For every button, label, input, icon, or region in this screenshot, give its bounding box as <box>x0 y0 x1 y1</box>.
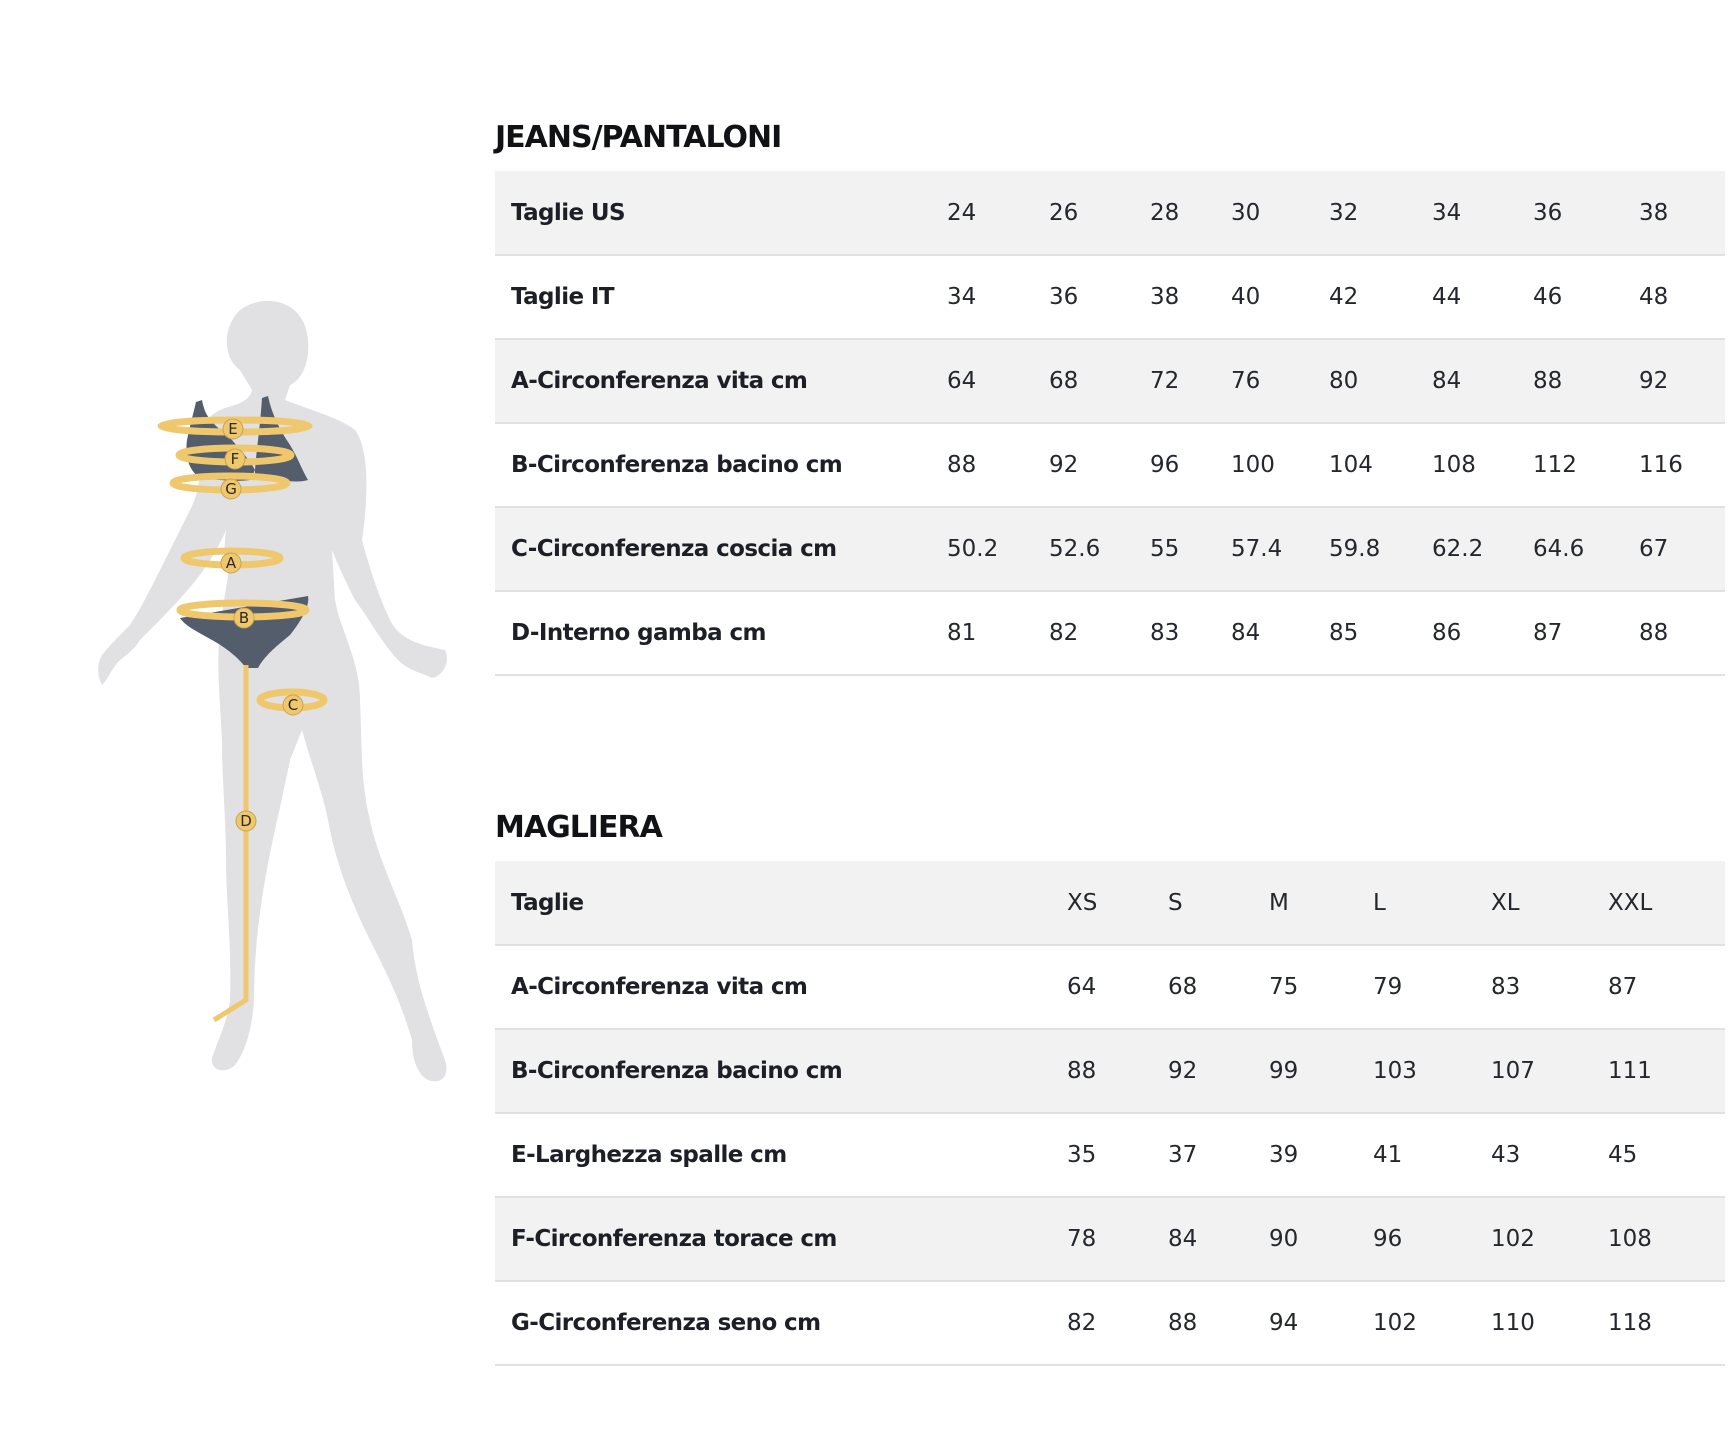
jeans-row-label: Taglie US <box>495 171 947 255</box>
jeans-cell: 112 <box>1533 423 1639 507</box>
knitwear-cell: 64 <box>1067 945 1168 1029</box>
knitwear-cell: XS <box>1067 861 1168 945</box>
jeans-table-row <box>495 171 1725 255</box>
knitwear-cell: 111 <box>1608 1029 1725 1113</box>
knitwear-cell: 96 <box>1373 1197 1491 1281</box>
marker-e-label: E <box>228 420 238 438</box>
jeans-cell: 88 <box>947 423 1049 507</box>
jeans-cell: 76 <box>1231 339 1329 423</box>
knitwear-cell: 45 <box>1608 1113 1725 1197</box>
knitwear-cell: 83 <box>1491 945 1608 1029</box>
knitwear-cell: 68 <box>1168 945 1269 1029</box>
jeans-cell: 38 <box>1150 255 1231 339</box>
jeans-cell: 72 <box>1150 339 1231 423</box>
knitwear-table-row <box>495 1113 1725 1197</box>
knitwear-cell: S <box>1168 861 1269 945</box>
body-silhouette-illustration <box>40 300 480 1200</box>
jeans-table-row <box>495 507 1725 591</box>
knitwear-cell: L <box>1373 861 1491 945</box>
jeans-cell: 87 <box>1533 591 1639 675</box>
knitwear-cell: 37 <box>1168 1113 1269 1197</box>
marker-c-label: C <box>287 696 299 714</box>
jeans-row-label: D-Interno gamba cm <box>495 591 947 675</box>
knitwear-cell: 84 <box>1168 1197 1269 1281</box>
knitwear-cell: 82 <box>1067 1281 1168 1365</box>
jeans-cell: 96 <box>1150 423 1231 507</box>
jeans-cell: 46 <box>1533 255 1639 339</box>
knitwear-size-table <box>495 861 1725 1366</box>
jeans-cell: 55 <box>1150 507 1231 591</box>
knitwear-cell: 108 <box>1608 1197 1725 1281</box>
jeans-cell: 86 <box>1432 591 1533 675</box>
knitwear-cell: 118 <box>1608 1281 1725 1365</box>
knitwear-cell: XL <box>1491 861 1608 945</box>
jeans-cell: 57.4 <box>1231 507 1329 591</box>
jeans-cell: 100 <box>1231 423 1329 507</box>
knitwear-cell: 94 <box>1269 1281 1373 1365</box>
knitwear-cell: 90 <box>1269 1197 1373 1281</box>
jeans-cell: 32 <box>1329 171 1432 255</box>
knitwear-section-title: MAGLIERA <box>495 810 662 845</box>
knitwear-table-row <box>495 1197 1725 1281</box>
body-measurement-figure <box>40 300 480 1200</box>
knitwear-cell: 41 <box>1373 1113 1491 1197</box>
knitwear-cell: 107 <box>1491 1029 1608 1113</box>
marker-d-label: D <box>240 812 252 830</box>
jeans-cell: 64 <box>947 339 1049 423</box>
jeans-cell: 30 <box>1231 171 1329 255</box>
jeans-cell: 34 <box>947 255 1049 339</box>
jeans-row-label: A-Circonferenza vita cm <box>495 339 947 423</box>
jeans-cell: 84 <box>1231 591 1329 675</box>
jeans-section-title: JEANS/PANTALONI <box>495 120 782 155</box>
knitwear-cell: M <box>1269 861 1373 945</box>
knitwear-row-label: A-Circonferenza vita cm <box>495 945 1067 1029</box>
jeans-cell: 28 <box>1150 171 1231 255</box>
jeans-cell: 64.6 <box>1533 507 1639 591</box>
jeans-cell: 44 <box>1432 255 1533 339</box>
jeans-table-row <box>495 423 1725 507</box>
jeans-cell: 82 <box>1049 591 1150 675</box>
jeans-cell: 59.8 <box>1329 507 1432 591</box>
knitwear-cell: 88 <box>1168 1281 1269 1365</box>
jeans-cell: 26 <box>1049 171 1150 255</box>
jeans-cell: 92 <box>1639 339 1725 423</box>
jeans-cell: 67 <box>1639 507 1725 591</box>
jeans-cell: 38 <box>1639 171 1725 255</box>
jeans-cell: 36 <box>1049 255 1150 339</box>
jeans-cell: 108 <box>1432 423 1533 507</box>
knitwear-cell: 87 <box>1608 945 1725 1029</box>
jeans-cell: 62.2 <box>1432 507 1533 591</box>
jeans-cell: 81 <box>947 591 1049 675</box>
knitwear-size-section <box>495 795 1725 1366</box>
knitwear-cell: 102 <box>1491 1197 1608 1281</box>
jeans-cell: 48 <box>1639 255 1725 339</box>
marker-f-label: F <box>230 450 240 468</box>
jeans-cell: 40 <box>1231 255 1329 339</box>
marker-g-label: G <box>225 480 237 498</box>
knitwear-cell: 75 <box>1269 945 1373 1029</box>
knitwear-row-label: B-Circonferenza bacino cm <box>495 1029 1067 1113</box>
knitwear-cell: 35 <box>1067 1113 1168 1197</box>
jeans-cell: 80 <box>1329 339 1432 423</box>
jeans-cell: 88 <box>1533 339 1639 423</box>
knitwear-cell: 102 <box>1373 1281 1491 1365</box>
knitwear-table-row <box>495 1029 1725 1113</box>
knitwear-cell: 99 <box>1269 1029 1373 1113</box>
marker-a-label: A <box>225 554 237 572</box>
knitwear-row-label: F-Circonferenza torace cm <box>495 1197 1067 1281</box>
jeans-cell: 85 <box>1329 591 1432 675</box>
jeans-cell: 88 <box>1639 591 1725 675</box>
knitwear-table-row <box>495 861 1725 945</box>
jeans-cell: 83 <box>1150 591 1231 675</box>
knitwear-cell: XXL <box>1608 861 1725 945</box>
jeans-cell: 36 <box>1533 171 1639 255</box>
jeans-table-row <box>495 591 1725 675</box>
jeans-cell: 34 <box>1432 171 1533 255</box>
jeans-size-section <box>495 105 1725 676</box>
jeans-cell: 52.6 <box>1049 507 1150 591</box>
jeans-row-label: C-Circonferenza coscia cm <box>495 507 947 591</box>
knitwear-cell: 88 <box>1067 1029 1168 1113</box>
jeans-cell: 116 <box>1639 423 1725 507</box>
knitwear-table-row <box>495 945 1725 1029</box>
jeans-cell: 50.2 <box>947 507 1049 591</box>
jeans-cell: 42 <box>1329 255 1432 339</box>
knitwear-cell: 79 <box>1373 945 1491 1029</box>
jeans-size-table <box>495 171 1725 676</box>
knitwear-table-row <box>495 1281 1725 1365</box>
knitwear-cell: 110 <box>1491 1281 1608 1365</box>
jeans-row-label: Taglie IT <box>495 255 947 339</box>
marker-b-label: B <box>238 609 250 627</box>
knitwear-row-label: E-Larghezza spalle cm <box>495 1113 1067 1197</box>
knitwear-cell: 39 <box>1269 1113 1373 1197</box>
knitwear-cell: 92 <box>1168 1029 1269 1113</box>
knitwear-cell: 43 <box>1491 1113 1608 1197</box>
knitwear-row-label: G-Circonferenza seno cm <box>495 1281 1067 1365</box>
jeans-row-label: B-Circonferenza bacino cm <box>495 423 947 507</box>
jeans-cell: 84 <box>1432 339 1533 423</box>
knitwear-row-label: Taglie <box>495 861 1067 945</box>
jeans-cell: 104 <box>1329 423 1432 507</box>
knitwear-cell: 78 <box>1067 1197 1168 1281</box>
jeans-cell: 92 <box>1049 423 1150 507</box>
jeans-table-row <box>495 339 1725 423</box>
jeans-cell: 24 <box>947 171 1049 255</box>
jeans-table-row <box>495 255 1725 339</box>
knitwear-cell: 103 <box>1373 1029 1491 1113</box>
jeans-cell: 68 <box>1049 339 1150 423</box>
